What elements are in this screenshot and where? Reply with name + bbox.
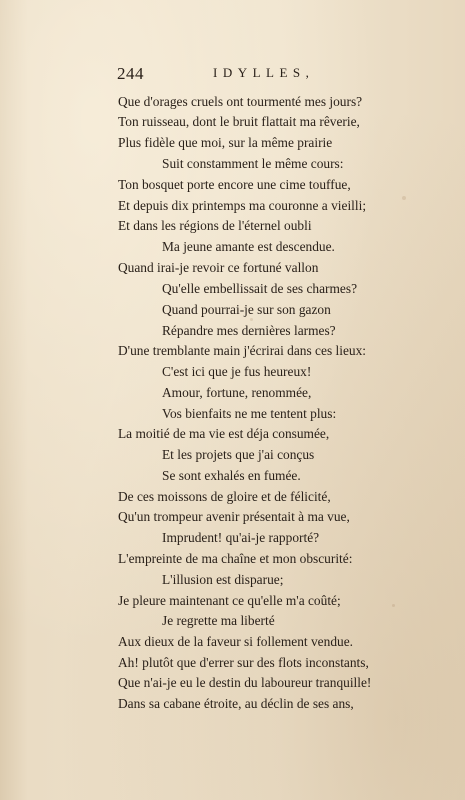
poem-line: Que n'ai-je eu le destin du laboureur tranquille! — [118, 675, 372, 690]
poem-line: Imprudent! qu'ai-je rapporté? — [162, 530, 320, 545]
poem-line: Dans sa cabane étroite, au déclin de ses ans, — [118, 696, 354, 711]
poem-line: Qu'elle embellissait de ses charmes? — [162, 281, 358, 296]
poem-line: Je regrette ma liberté — [162, 613, 275, 628]
poem-line: Se sont exhalés en fumée. — [162, 468, 301, 483]
poem-line: Répandre mes dernières larmes? — [162, 323, 336, 338]
poem-line: Plus fidèle que moi, sur la même prairie — [118, 135, 333, 150]
foxing-spot — [392, 604, 395, 607]
foxing-spot — [402, 196, 406, 200]
poem-line: Ah! plutôt que d'errer sur des flots inconstants, — [118, 655, 369, 670]
poem-line: Ma jeune amante est descendue. — [162, 239, 335, 254]
poem-line: Quand pourrai-je sur son gazon — [162, 302, 331, 317]
poem-line: Amour, fortune, renommée, — [162, 385, 312, 400]
poem-line: Qu'un trompeur avenir présentait à ma vue, — [118, 509, 350, 524]
poem-line: Quand irai-je revoir ce fortuné vallon — [118, 260, 319, 275]
poem-line: Et depuis dix printemps ma couronne a vieilli; — [118, 198, 367, 213]
poem-line: L'empreinte de ma chaîne et mon obscurité: — [118, 551, 353, 566]
poem-line: C'est ici que je fus heureux! — [162, 364, 312, 379]
poem-line: Je pleure maintenant ce qu'elle m'a coûté; — [118, 593, 341, 608]
poem-line: La moitié de ma vie est déja consumée, — [118, 426, 330, 441]
poem-line: Suit constamment le même cours: — [162, 156, 344, 171]
poem-line: D'une tremblante main j'écrirai dans ces lieux: — [118, 343, 366, 358]
poem-line: Vos bienfaits ne me tentent plus: — [162, 406, 337, 421]
poem-line: Que d'orages cruels ont tourmenté mes jours? — [118, 94, 363, 109]
page-number: 244 — [117, 64, 144, 83]
poem-line: Ton ruisseau, dont le bruit flattait ma rêverie, — [118, 114, 360, 129]
poem-line: De ces moissons de gloire et de félicité, — [118, 489, 331, 504]
page-header — [117, 64, 367, 88]
poem-line: L'illusion est disparue; — [162, 572, 284, 587]
poem-line: Et dans les régions de l'éternel oubli — [118, 218, 312, 233]
poem-line: Aux dieux de la faveur si follement vendue. — [118, 634, 354, 649]
running-title: IDYLLES, — [213, 65, 315, 80]
poem-line: Ton bosquet porte encore une cime touffue, — [118, 177, 351, 192]
poem-line: Et les projets que j'ai conçus — [162, 447, 315, 462]
